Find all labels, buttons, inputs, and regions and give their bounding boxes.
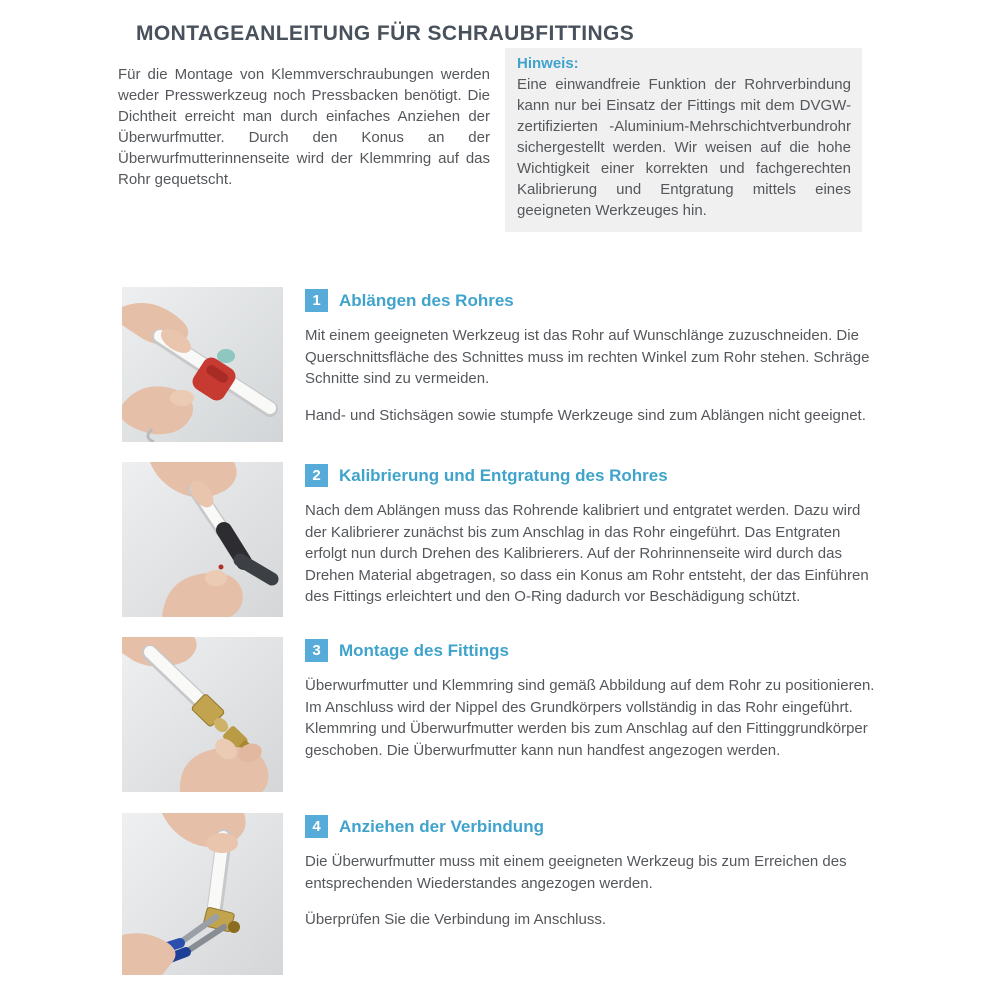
step-1 <box>122 287 883 442</box>
step-1-photo <box>122 287 283 442</box>
note-box <box>505 48 862 232</box>
step-3-photo <box>122 637 283 792</box>
step-1-paragraph-1: Mit einem geeigneten Werkzeug ist das Rohr auf Wunschlänge zuzuschneiden. Die Querschnittsfläche des Schnittes muss im rechten Winkel zum Rohr stehen. Schräge Schnitte sind zu vermeiden. <box>305 327 870 387</box>
step-4-paragraph-1: Die Überwurfmutter muss mit einem geeigneten Werkzeug bis zum Erreichen des entsprechenden Wiederstandes angezogen werden. <box>305 853 847 892</box>
step-1-paragraph-2: Hand- und Stichsägen sowie stumpfe Werkzeuge sind zum Ablängen nicht geeignet. <box>305 406 866 424</box>
step-3-title: Montage des Fittings <box>339 640 509 660</box>
step-2-number-badge: 2 <box>305 464 328 487</box>
step-1-number-badge: 1 <box>305 289 328 312</box>
step-2-paragraph-1: Nach dem Ablängen muss das Rohrende kalibriert und entgratet werden. Dazu wird der Kalibrierer zunächst bis zum Anschlag in das Rohr eingeführt. Das Entgraten erfolgt nun durch Drehen des Kalibrierers. Auf der Rohrinnenseite wird durch das Drehen Material abgetragen, so dass ein Konus am Rohr entsteht, der das Einführen des Fittings erleichtert und den O-Ring dadurch vor Beschädigung schützt. <box>305 502 869 605</box>
step-2-title: Kalibrierung und Entgratung des Rohres <box>339 465 668 485</box>
step-4-photo <box>122 813 283 975</box>
step-3-number-badge: 3 <box>305 639 328 662</box>
step-4-title: Anziehen der Verbindung <box>339 816 544 836</box>
step-3 <box>122 637 883 792</box>
step-4-paragraph-2: Überprüfen Sie die Verbindung im Anschluss. <box>305 911 607 928</box>
intro-paragraph: Für die Montage von Klemmverschraubungen werden weder Presswerkzeug noch Pressbacken benötigt. Die Dichtheit erreicht man durch einfaches Anziehen der Überwurfmutter. Durch den Konus an der Überwurfmutterinnenseite wird der Klemmring auf das Rohr gequetscht. <box>118 66 490 188</box>
step-1-title: Ablängen des Rohres <box>339 290 514 310</box>
note-text: Eine einwandfreie Funktion der Rohrverbindung kann nur bei Einsatz der Fittings mit dem DVGW-zertifizierten -Aluminium-Mehrschichtverbundrohr sichergestellt werden. Wir weisen auf die hohe Wichtigkeit einer korrekten und fachgerechten Kalibrierung und Entgratung mittels eines geeigneten Werkzeuges hin. <box>517 76 851 219</box>
page-title: MONTAGEANLEITUNG FÜR SCHRAUBFITTINGS <box>136 22 635 46</box>
step-2 <box>122 462 883 617</box>
step-2-photo <box>122 462 283 617</box>
step-4-number-badge: 4 <box>305 815 328 838</box>
step-3-paragraph-1: Überwurfmutter und Klemmring sind gemäß Abbildung auf dem Rohr zu positionieren. Im Anschluss wird der Nippel des Grundkörpers vollständig in das Rohr eingeführt. Klemmring und Überwurfmutter werden bis zum Anschlag auf den Fittinggrundkörper geschoben. Die Überwurfmutter kann nun handfest angezogen werden. <box>305 677 875 759</box>
step-4 <box>122 813 883 975</box>
note-label: Hinweis: <box>517 55 579 72</box>
